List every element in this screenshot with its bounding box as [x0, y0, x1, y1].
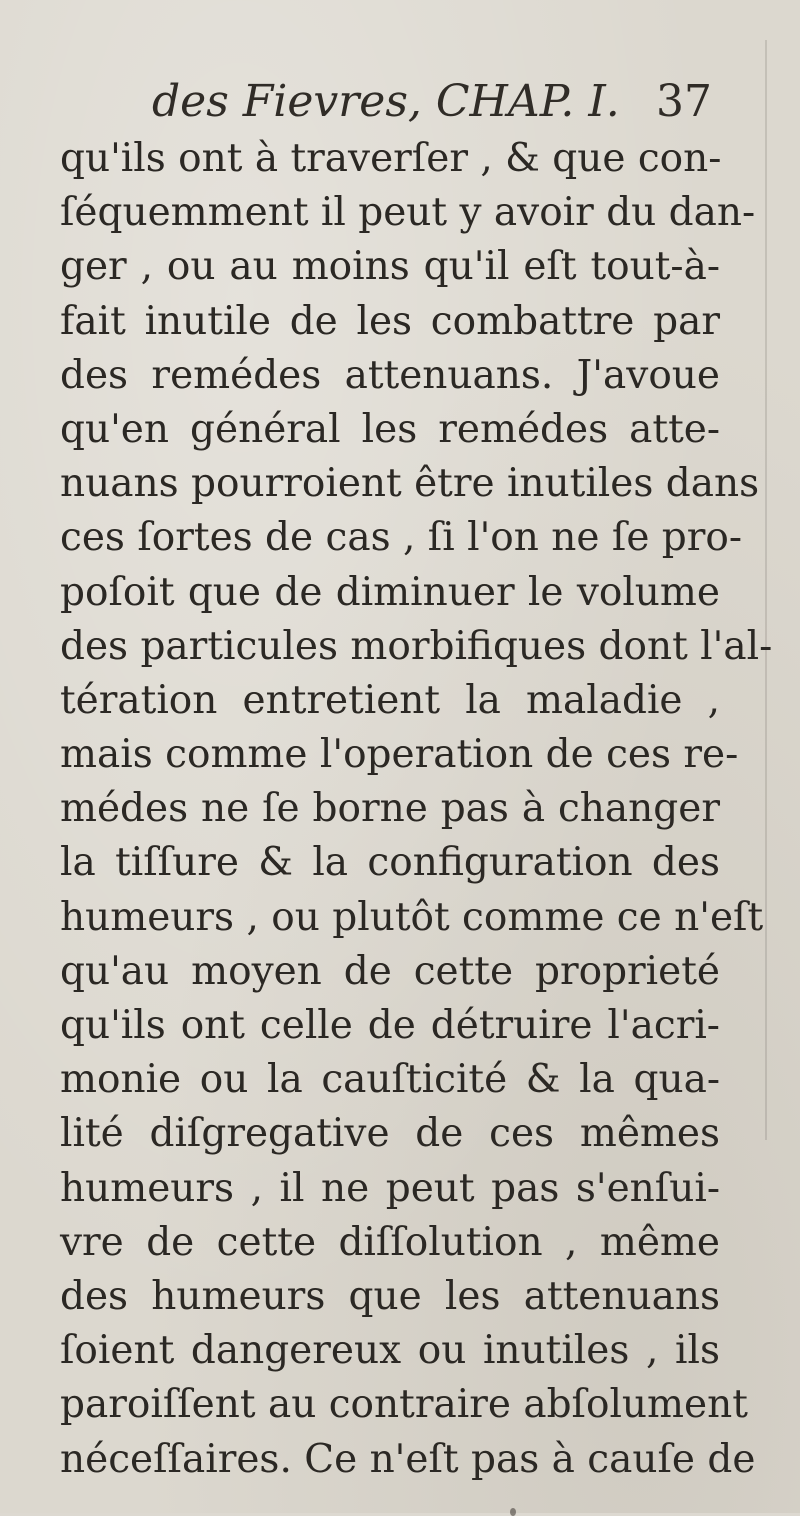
text-line: monie ou la cauſticité & la qua- — [60, 1057, 720, 1103]
text-line: des humeurs que les attenuans — [60, 1273, 720, 1319]
text-line: médes ne ſe borne pas à changer — [60, 786, 720, 832]
page-number: 37 — [656, 76, 712, 127]
text-line: des remédes attenuans. J'avoue — [60, 352, 720, 398]
text-line: qu'ils ont à traverſer , & que con- — [60, 136, 722, 181]
running-title: des Fievres, CHAP. I. — [152, 76, 620, 127]
text-line: humeurs , il ne peut pas s'enſui- — [60, 1165, 720, 1211]
text-line: lité diſgregative de ces mêmes — [60, 1111, 720, 1157]
text-line: ſoient dangereux ou inutiles , ils — [60, 1328, 720, 1374]
text-line: néceſſaires. Ce n'eſt pas à cauſe de — [60, 1436, 756, 1482]
text-line: vre de cette diſſolution , même — [60, 1219, 720, 1265]
running-header — [152, 72, 712, 132]
text-line: ger , ou au moins qu'il eſt tout-à- — [60, 244, 720, 290]
text-line: humeurs , ou plutôt comme ce n'eſt — [60, 894, 764, 940]
text-line: poſoit que de diminuer le volume — [60, 569, 720, 615]
text-line: fait inutile de les combattre par — [60, 298, 720, 344]
text-line: ſéquemment il peut y avoir du dan- — [60, 190, 756, 236]
text-line: la tiſſure & la configuration des — [60, 840, 720, 886]
text-line: paroiſſent au contraire abſolument — [60, 1382, 748, 1428]
text-line: nuans pourroient être inutiles dans — [60, 461, 760, 507]
text-line: qu'ils ont celle de détruire l'acri- — [60, 1003, 720, 1048]
page-edge-shadow — [765, 40, 767, 1140]
text-line: tération entretient la maladie , — [60, 677, 720, 723]
ink-speck — [510, 1508, 516, 1516]
text-line: qu'en général les remédes atte- — [60, 406, 720, 452]
text-line: ces ſortes de cas , ſi l'on ne ſe pro- — [60, 515, 743, 561]
body-text — [60, 132, 773, 1487]
text-line: des particules morbifiques dont l'al- — [60, 623, 773, 669]
text-line: mais comme l'operation de ces re- — [60, 732, 739, 778]
text-line: qu'au moyen de cette proprieté — [60, 948, 720, 994]
